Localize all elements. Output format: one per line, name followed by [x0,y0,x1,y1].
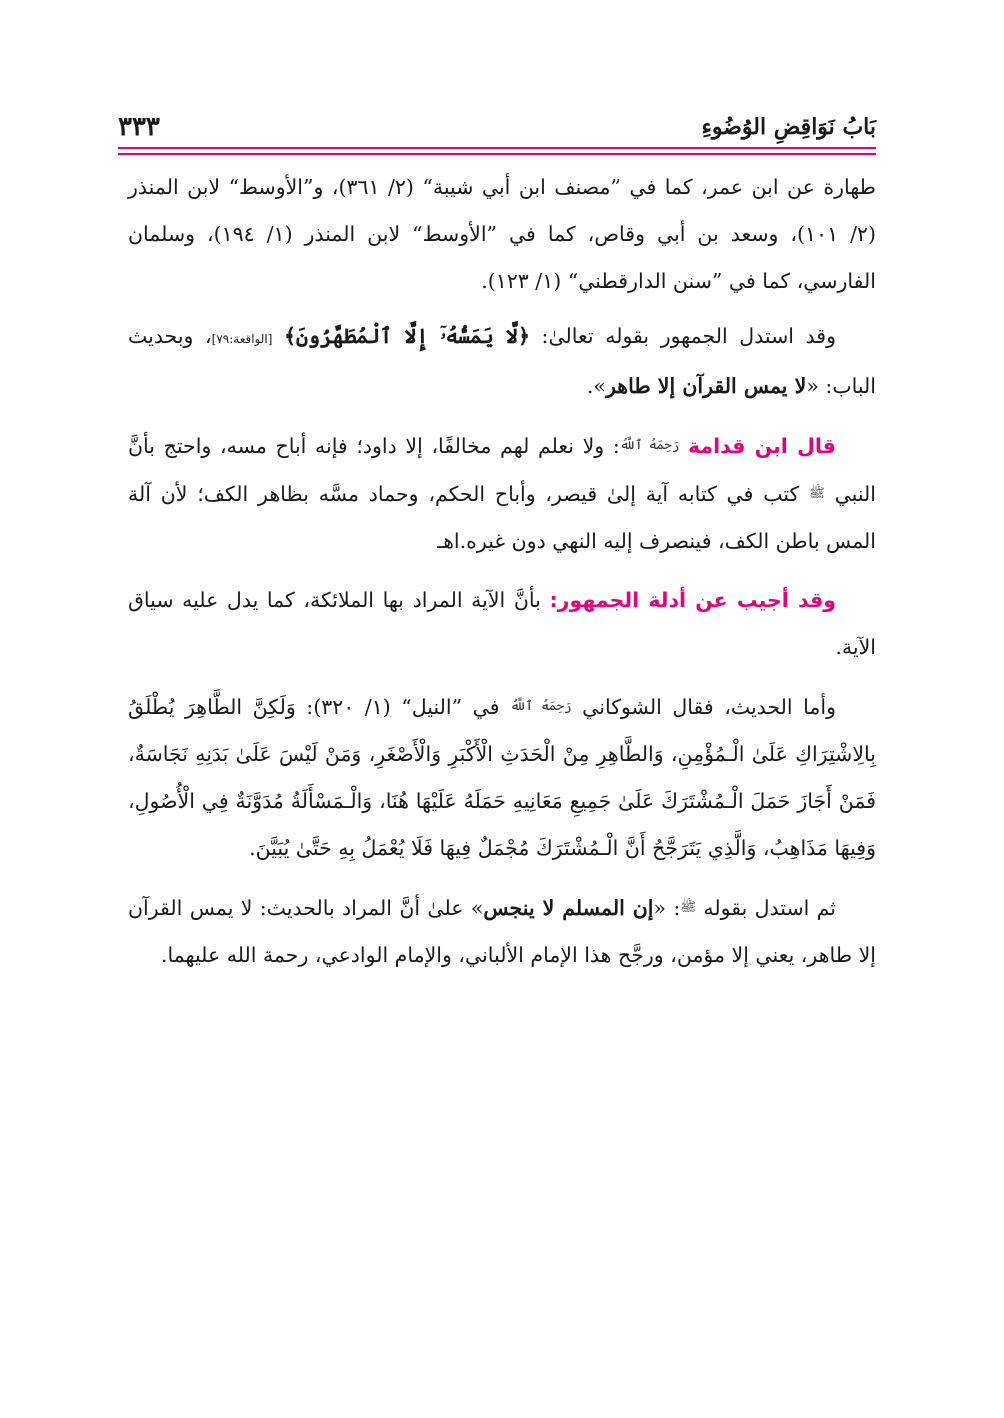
text-run: : « [653,896,681,920]
paragraph-ibn-qudama [128,422,876,565]
quran-verse: ﴿لَّا يَمَسُّهُۥٓ إِلَّا ٱلْمُطَهَّرُونَ﴾ [284,324,530,348]
hadith-text: إن المسلم لا ينجس [483,896,654,920]
text-run: وأما الحديث، فقال الشوكاني [571,695,836,719]
page-number: ٣٣٣ [118,112,160,142]
paragraph-reply [128,577,876,671]
text-run: ثم استدل بقوله [696,896,837,920]
paragraph-shawkani [128,683,876,872]
salutation-glyph: ﷺ [680,900,697,915]
salutation-glyph: ﷺ [809,486,825,501]
page-body [128,164,876,979]
highlighted-lead: قال ابن قدامة [687,434,836,458]
honorific-glyph: رَحِمَهُ ٱللَّهُ [510,699,572,714]
text-run: » علىٰ أنَّ المراد بالحديث: لا يمس القرآن إلا طاهر، يعني إلا مؤمن، ورجَّح هذا الإمام الألباني، والإمام الوادعي، رحمة الله عليهما. [128,896,876,967]
header-rule-top [118,147,876,149]
text-run: ، وبحديث الباب: « [128,324,876,398]
honorific-glyph: رَحِمَهُ ٱللَّهُ [619,438,680,453]
hadith-text: لا يمس القرآن إلا طاهر [605,374,807,398]
text-run: : ولا نعلم لهم مخالفًا، إلا داود؛ فإنه أباح مسه، واحتج بأنَّ النبي [128,434,876,506]
paragraph-muslim-not-impure [128,884,876,979]
highlighted-lead: وقد أجيب عن أدلة الجمهور: [549,588,837,612]
text-run: كتب في كتابه آية إلىٰ قيصر، وأباح الحكم، وحماد مسَّه بظاهر الكف؛ لأن آلة المس باطن الكف، فينصرف إليه النهي دون غيره.اهـ [128,482,876,553]
paragraph-sources: طهارة عن ابن عمر، كما في ”مصنف ابن أبي شيبة“ (٢/ ٣٦١)، و”الأوسط“ لابن المنذر (٢/ ١٠١)، وسعد بن أبي وقاص، كما في ”الأوسط“ لابن المنذر (١/ ١٩٤)، وسلمان الفارسي، كما في ”سنن الدارقطني“ (١/ ١٢٣). [128,175,876,293]
header-rule-bottom [118,153,876,155]
text-run: وقد استدل الجمهور بقوله تعالىٰ: [529,324,836,348]
text-run: في ”النيل“ (١/ ٣٢٠): وَلَكِنَّ الطَّاهِرَ يُطْلَقُ بِالِاشْتِرَاكِ عَلَىٰ الْـمُؤْمِنِ، وَالطَّاهِرِ مِنْ الْحَدَثِ الْأَكْبَرِ وَالْأَصْغَرِ، وَمَنْ لَيْسَ عَلَىٰ بَدَنِهِ نَجَاسَةٌ، فَمَنْ أَجَازَ حَمَلَ الْـمُشْتَرَكَ عَلَىٰ جَمِيعِ مَعَانِيهِ حَمَلَهُ عَلَيْهَا هُنَا، وَالْـمَسْأَلَةُ مُدَوَّنَةٌ فِي الْأُصُولِ، وَفِيهَا مَذَاهِبُ، وَالَّذِي يَتَرَجَّحُ أَنَّ الْـمُشْتَرَكَ مُجْمَلٌ فِيهَا فَلَا يُعْمَلُ بِهِ حَتَّىٰ يُبَيَّنَ. [128,695,876,860]
chapter-title: بَابُ نَوَاقِضِ الوُضُوءِ [701,114,876,140]
text-run: ». [586,374,606,398]
verse-reference: [الواقعة:٧٩] [211,332,273,346]
text-run: بأنَّ الآية المراد بها الملائكة، كما يدل عليه سياق الآية. [128,588,876,659]
running-header [118,112,876,146]
paragraph-majority-evidence [128,313,876,410]
